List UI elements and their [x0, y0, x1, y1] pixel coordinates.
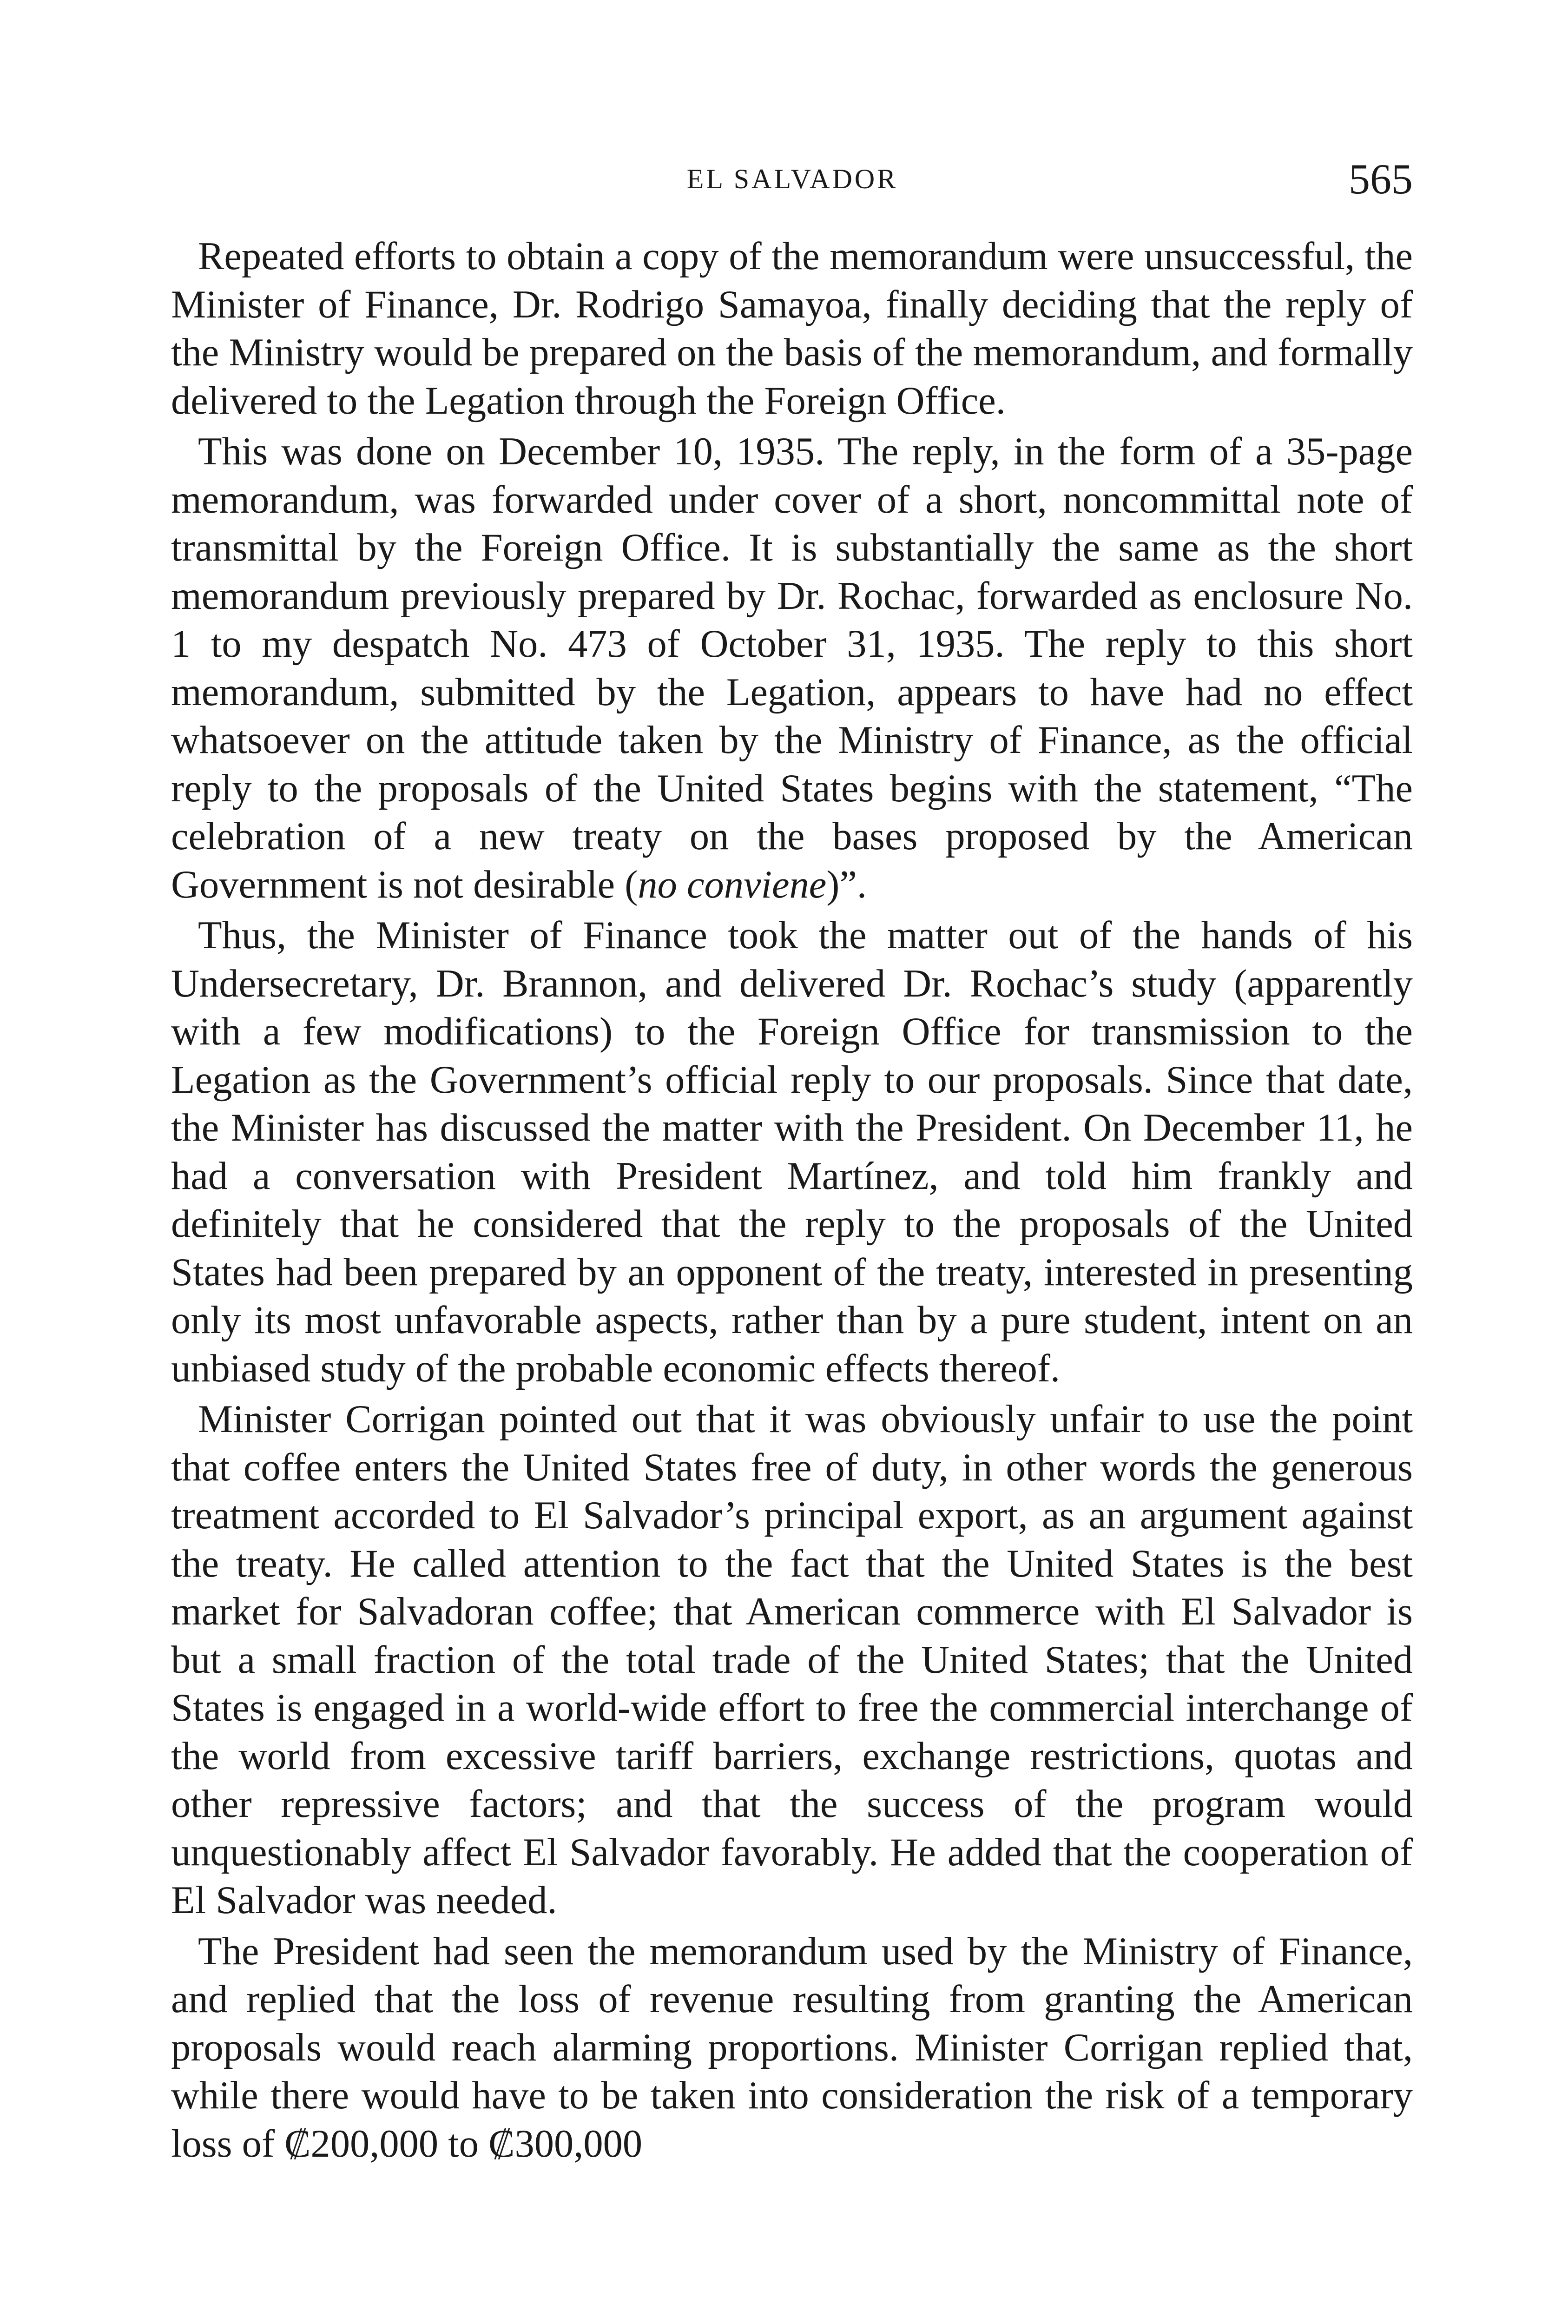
paragraph-4-text: Minister Corrigan pointed out that it was obviously unfair to use the point that coffee enters the United States free of duty, in other words the generous treatment accorded to El Salvador’s principal export, as an argument against the treaty. He called attention to the fact that the United States is the best market for Salvadoran coffee; that American commerce with El Salvador is but a small fraction of the total trade of the United States; that the United States is engaged in a world-wide effort to free the commercial interchange of the world from excessive tariff barriers, exchange restrictions, quotas and other repressive factors; and that the success of the program would unquestionably affect El Salvador favorably. He added that the cooperation of El Salvador was needed. [171, 1398, 1413, 1922]
running-title: EL SALVADOR [686, 164, 898, 194]
paragraph-3-text: Thus, the Minister of Finance took the matter out of the hands of his Undersecretary, Dr. Brannon, and delivered Dr. Rochac’s study (apparently with a few modifications) to the Foreign Office for transmission to the Legation as the Government’s official reply to our proposals. Since that date, the Minister has discussed the matter with the President. On December 11, he had a conversation with President Martínez, and told him frankly and definitely that he considered that the reply to the proposals of the United States had been prepared by an opponent of the treaty, interested in presenting only its most unfavorable aspects, rather than by a pure student, intent on an unbiased study of the probable economic effects thereof. [171, 914, 1413, 1390]
paragraph-5-text: The President had seen the memorandum used by the Ministry of Finance, and replied that the loss of revenue resulting from granting the American proposals would reach alarming proportions. Minister Corrigan replied that, while there would have to be taken into consideration the risk of a temporary loss of ₡200,000 to ₡300,000 [171, 1929, 1413, 2166]
paragraph-1-text: Repeated efforts to obtain a copy of the memorandum were unsuccessful, the Minister of Finance, Dr. Rodrigo Samayoa, finally deciding that the reply of the Ministry would be prepared on the basis of the memorandum, and formally delivered to the Legation through the Foreign Office. [171, 235, 1413, 423]
paragraph-2-italic-phrase: no conviene [638, 863, 827, 906]
body-text [171, 232, 1413, 2171]
paragraph-4 [171, 1395, 1413, 1925]
paragraph-2 [171, 428, 1413, 909]
paragraph-2-text: This was done on December 10, 1935. The reply, in the form of a 35-page memorandum, was forwarded under cover of a short, noncommittal note of transmittal by the Foreign Office. It is substantially the same as the short memorandum previously prepared by Dr. Rochac, forwarded as enclosure No. 1 to my despatch No. 473 of October 31, 1935. The reply to this short memorandum, submitted by the Legation, appears to have had no effect whatsoever on the attitude taken by the Ministry of Finance, as the official reply to the proposals of the United States begins with the statement, “The celebration of a new treaty on the bases proposed by the American Government is not desirable ( [171, 430, 1413, 906]
paragraph-2-text-end: )”. [826, 863, 867, 906]
paragraph-1 [171, 232, 1413, 425]
running-head [172, 153, 1413, 205]
paragraph-3 [171, 911, 1413, 1393]
paragraph-5 [171, 1928, 1413, 2168]
page-number: 565 [1349, 155, 1413, 203]
